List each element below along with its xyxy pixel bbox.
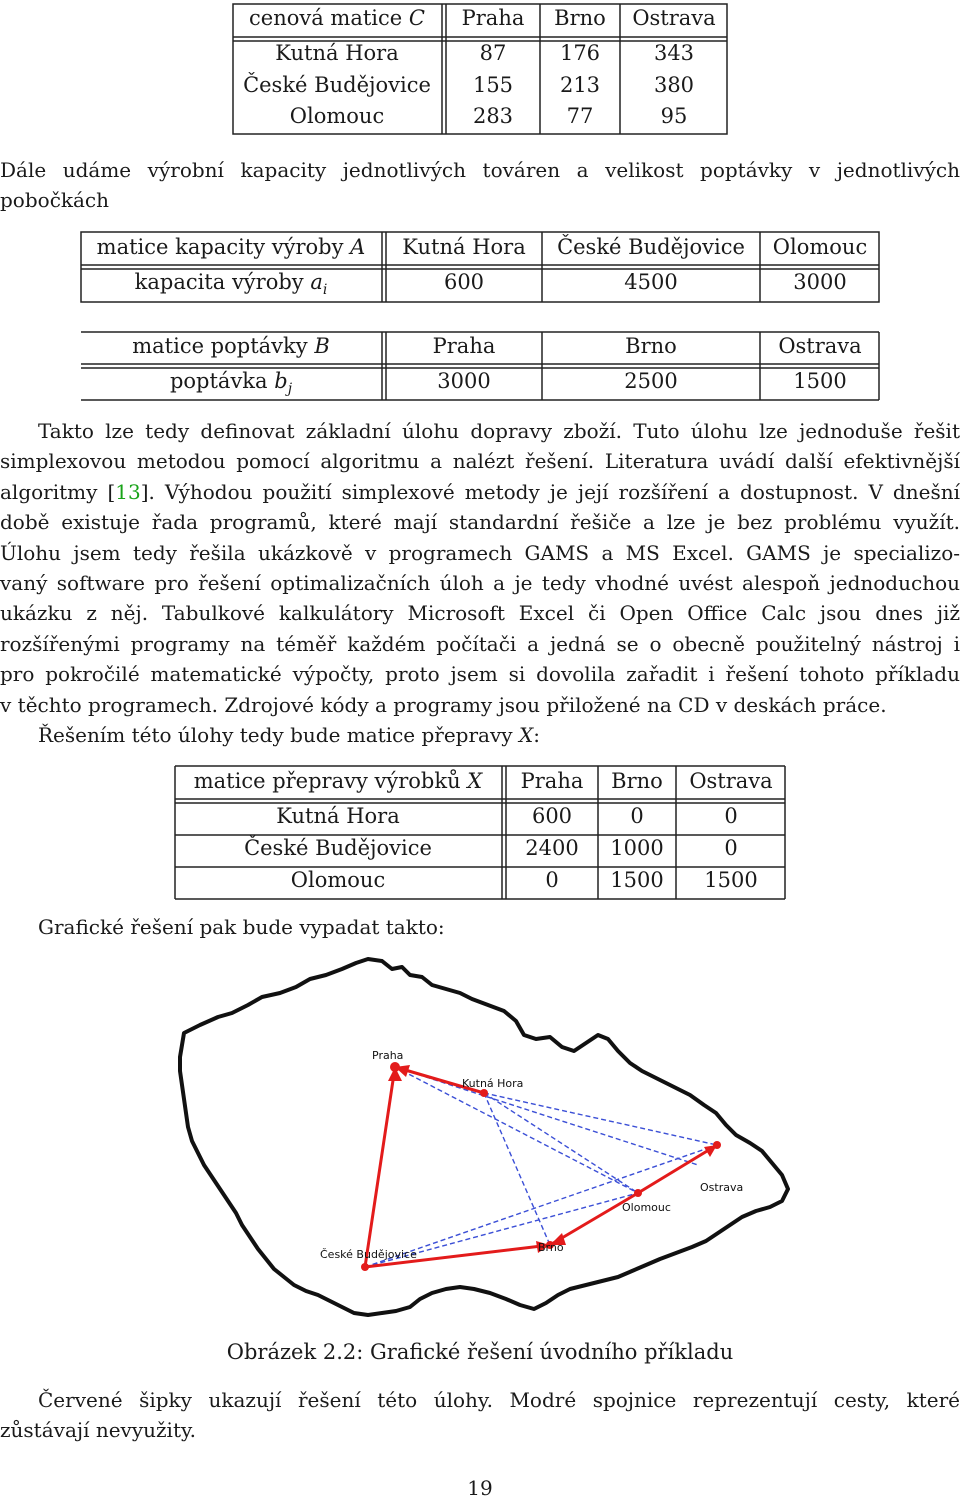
text-fragment: ]. Výhodou použití simplexové metody je její rozšíření a dostupnost. V dnešní <box>140 479 960 504</box>
table-cell: 283 <box>472 104 514 128</box>
label-text: poptávka b <box>169 369 288 393</box>
table-cell: 1500 <box>704 868 758 892</box>
node-kutna-hora <box>480 1089 488 1097</box>
text-line: Červené šipky ukazují řešení této úlohy. Modré spojnice reprezentují cesty, které <box>38 1388 960 1412</box>
text-fragment: algoritmy [ <box>0 479 116 504</box>
table-x-header-0: matice přepravy výrobků X <box>193 769 483 793</box>
table-a-header-2: České Budějovice <box>557 235 745 259</box>
text-line: Dále udáme výrobní kapacity jednotlivých továren a velikost poptávky v jednotlivých <box>0 158 960 182</box>
table-b-header-0: matice poptávky B <box>132 334 330 358</box>
subscript: j <box>287 381 293 398</box>
label-text: kapacita výroby a <box>134 270 323 294</box>
table-a-header-0: matice kapacity výroby A <box>96 235 366 259</box>
table-cell: 343 <box>653 41 695 65</box>
page-number: 19 <box>467 1476 493 1500</box>
table-a-header-3: Olomouc <box>772 235 868 259</box>
table-cell: 2500 <box>624 369 678 393</box>
demand-table <box>80 331 880 401</box>
graphic-intro-text: Grafické řešení pak bude vypadat takto: <box>38 915 445 939</box>
text-line: Řešením této úlohy tedy bude matice přepravy X: <box>38 722 540 747</box>
body-paragraph <box>0 416 960 750</box>
table-cell: 95 <box>660 104 688 128</box>
route-kutna-olomouc <box>484 1093 638 1193</box>
transport-matrix-table <box>174 765 786 901</box>
table-cell: 0 <box>630 804 644 828</box>
table-c-row-label: Olomouc <box>289 104 385 128</box>
text-line <box>0 477 960 507</box>
text-line: zůstávají nevyužity. <box>0 1418 196 1443</box>
table-b-header-3: Ostrava <box>778 334 862 358</box>
subscript: i <box>322 282 328 299</box>
table-x-row-label: Kutná Hora <box>276 804 400 828</box>
table-cell: 3000 <box>793 270 847 294</box>
text-line: rozšířenými programy na téměř každém počítači a jedná se o obecně použitelný nástroj i <box>0 631 960 656</box>
table-cell: 87 <box>479 41 507 65</box>
table-cell: 600 <box>443 270 485 294</box>
table-c-row-label: České Budějovice <box>243 73 431 97</box>
label-ceske-budejovice: České Budějovice <box>320 1248 417 1261</box>
table-b-header-2: Brno <box>625 334 677 358</box>
table-x-header-1: Praha <box>520 769 584 793</box>
intro-paragraph <box>0 155 960 216</box>
table-cell: 155 <box>472 73 514 97</box>
table-cell: 1500 <box>793 369 847 393</box>
table-a-row-label <box>80 270 382 298</box>
country-outline <box>180 959 788 1315</box>
text-line: pro pokročilé matematické výpočty, proto jsem si dovolila zařadit i řešení tohoto příkladu <box>0 662 960 687</box>
table-cell: 3000 <box>437 369 491 393</box>
table-cell: 0 <box>724 836 738 860</box>
cost-matrix-table <box>232 3 728 135</box>
route-kutna-ostrava <box>484 1093 717 1145</box>
table-cell: 4500 <box>624 270 678 294</box>
table-c-header-1: Praha <box>461 6 525 30</box>
text-line: Takto lze tedy definovat základní úlohu dopravy zboží. Tuto úlohu lze jednoduše řešit <box>38 419 960 443</box>
table-cell: 0 <box>545 868 559 892</box>
node-olomouc <box>634 1189 642 1197</box>
table-cell: 213 <box>559 73 601 97</box>
node-ostrava <box>713 1141 721 1149</box>
table-cell: 77 <box>566 104 594 128</box>
label-brno: Brno <box>538 1241 564 1254</box>
label-olomouc: Olomouc <box>622 1201 671 1214</box>
text-line: simplexovou metodou pomocí algoritmu a nalézt řešení. Literatura uvádí další efektivnější <box>0 449 960 474</box>
city-nodes <box>361 1062 721 1271</box>
figure-caption: Obrázek 2.2: Grafické řešení úvodního příkladu <box>226 1340 734 1364</box>
label-kutna-hora: Kutná Hora <box>462 1077 524 1090</box>
table-x-header-3: Ostrava <box>689 769 773 793</box>
table-c-header-3: Ostrava <box>632 6 716 30</box>
table-cell: 2400 <box>525 836 579 860</box>
table-cell: 380 <box>653 73 695 97</box>
text-line: Úlohu jsem tedy řešila ukázkově v programech GAMS a MS Excel. GAMS je specializo- <box>0 540 960 565</box>
table-cell: 0 <box>724 804 738 828</box>
table-x-row-label: Olomouc <box>290 868 386 892</box>
table-cell: 1000 <box>610 836 664 860</box>
table-x-row-label: České Budějovice <box>244 836 432 860</box>
table-b-row-label <box>80 369 382 397</box>
solution-routes <box>365 1067 717 1267</box>
capacity-table <box>80 231 880 303</box>
text-line: vaný software pro řešení optimalizačních úloh a je tedy vhodné uvést alespoň jednoduchou <box>0 570 960 595</box>
table-cell: 1500 <box>610 868 664 892</box>
route-cb-praha <box>365 1067 395 1267</box>
label-ostrava: Ostrava <box>700 1181 744 1194</box>
table-c-header-2: Brno <box>554 6 606 30</box>
text-line: ukázku z něj. Tabulkové kalkulátory Microsoft Excel či Open Office Calc jsou dnes již <box>0 601 960 626</box>
text-line: pobočkách <box>0 188 110 213</box>
table-c-header-0: cenová matice C <box>249 6 425 30</box>
closing-paragraph <box>0 1385 960 1446</box>
unused-routes <box>365 1067 717 1267</box>
table-a-header-1: Kutná Hora <box>402 235 526 259</box>
text-line: v těchto programech. Zdrojové kódy a programy jsou přiložené na CD v deskách práce. <box>0 692 887 717</box>
citation-link[interactable]: 13 <box>115 479 141 504</box>
arrowheads <box>388 1065 717 1253</box>
table-cell: 176 <box>559 41 601 65</box>
label-praha: Praha <box>372 1049 404 1062</box>
text-line: době existuje řada programů, které mají standardní řešiče a lze je bez problému využít. <box>0 510 960 535</box>
city-labels <box>320 1049 743 1261</box>
table-b-header-1: Praha <box>432 334 496 358</box>
table-x-header-2: Brno <box>611 769 663 793</box>
table-cell: 600 <box>531 804 573 828</box>
node-ceske-budejovice <box>361 1263 369 1271</box>
czech-map-figure <box>170 955 800 1335</box>
node-praha <box>390 1062 400 1072</box>
table-c-row-label: Kutná Hora <box>275 41 399 65</box>
